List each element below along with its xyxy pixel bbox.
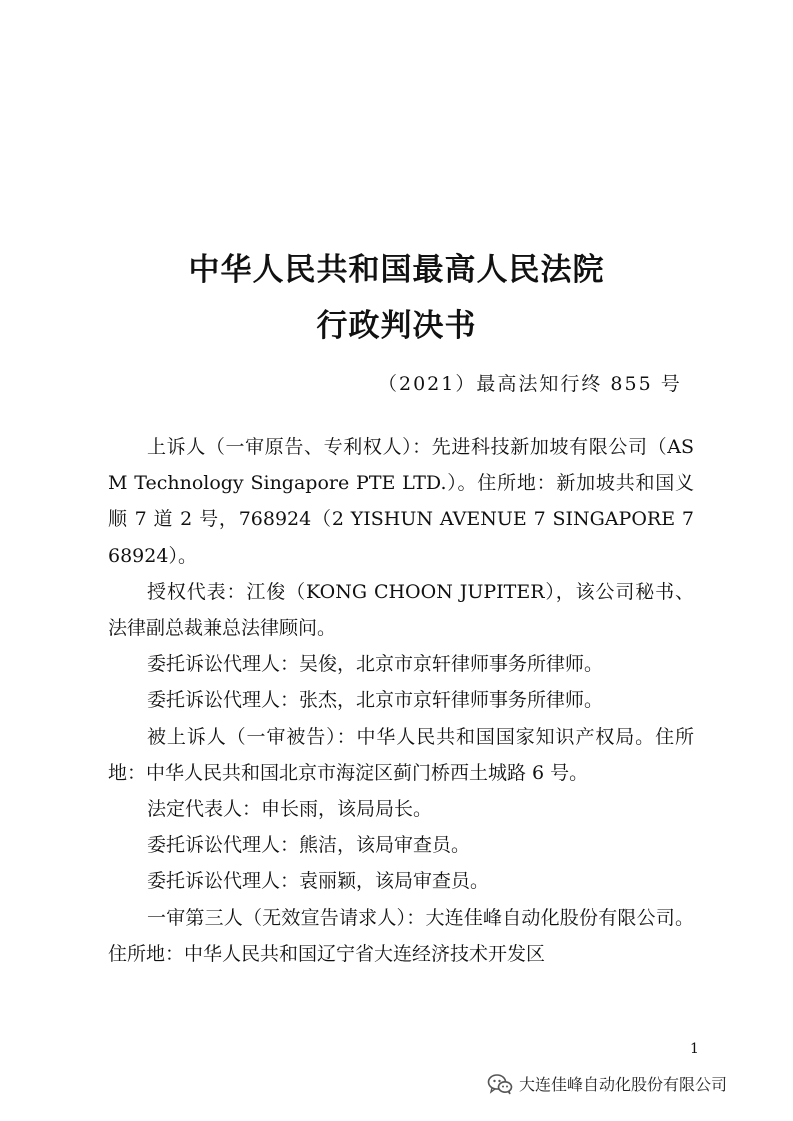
paragraph-authorized-representative: 授权代表：江俊（KONG CHOON JUPITER），该公司秘书、法律副总裁兼总法律顾问。	[108, 580, 694, 640]
page-number: 1	[690, 1041, 699, 1057]
document-body	[108, 429, 694, 972]
paragraph-agent-1: 委托诉讼代理人：吴俊，北京市京轩律师事务所律师。	[147, 653, 604, 676]
paragraph-legal-representative: 法定代表人：申长雨，该局局长。	[147, 798, 433, 821]
paragraph-appellee: 被上诉人（一审被告）：中华人民共和国国家知识产权局。住所地：中华人民共和国北京市海淀区蓟门桥西土城路 6 号。	[108, 725, 694, 784]
watermark	[487, 1072, 727, 1095]
case-number: （2021）最高法知行终 855 号	[378, 373, 682, 395]
paragraph-third-party: 一审第三人（无效宣告请求人）：大连佳峰自动化股份有限公司。住所地：中华人民共和国辽宁省大连经济技术开发区	[108, 906, 694, 965]
paragraph-appellant: 上诉人（一审原告、专利权人）：先进科技新加坡有限公司（ASM Technology Singapore PTE LTD.）。住所地：新加坡共和国义顺 7 道 2 号，768924（2 YISHUN AVENUE 7 SINGAPORE 768924）。	[108, 436, 694, 567]
document-type-title: 行政判决书	[316, 308, 477, 344]
wechat-icon	[487, 1073, 513, 1095]
watermark-text: 大连佳峰自动化股份有限公司	[519, 1075, 728, 1094]
paragraph-agent-2: 委托诉讼代理人：张杰，北京市京轩律师事务所律师。	[147, 689, 604, 712]
paragraph-appellee-agent-1: 委托诉讼代理人：熊洁，该局审查员。	[147, 834, 471, 857]
paragraph-appellee-agent-2: 委托诉讼代理人：袁丽颖，该局审查员。	[147, 870, 490, 893]
court-title: 中华人民共和国最高人民法院	[188, 252, 605, 288]
